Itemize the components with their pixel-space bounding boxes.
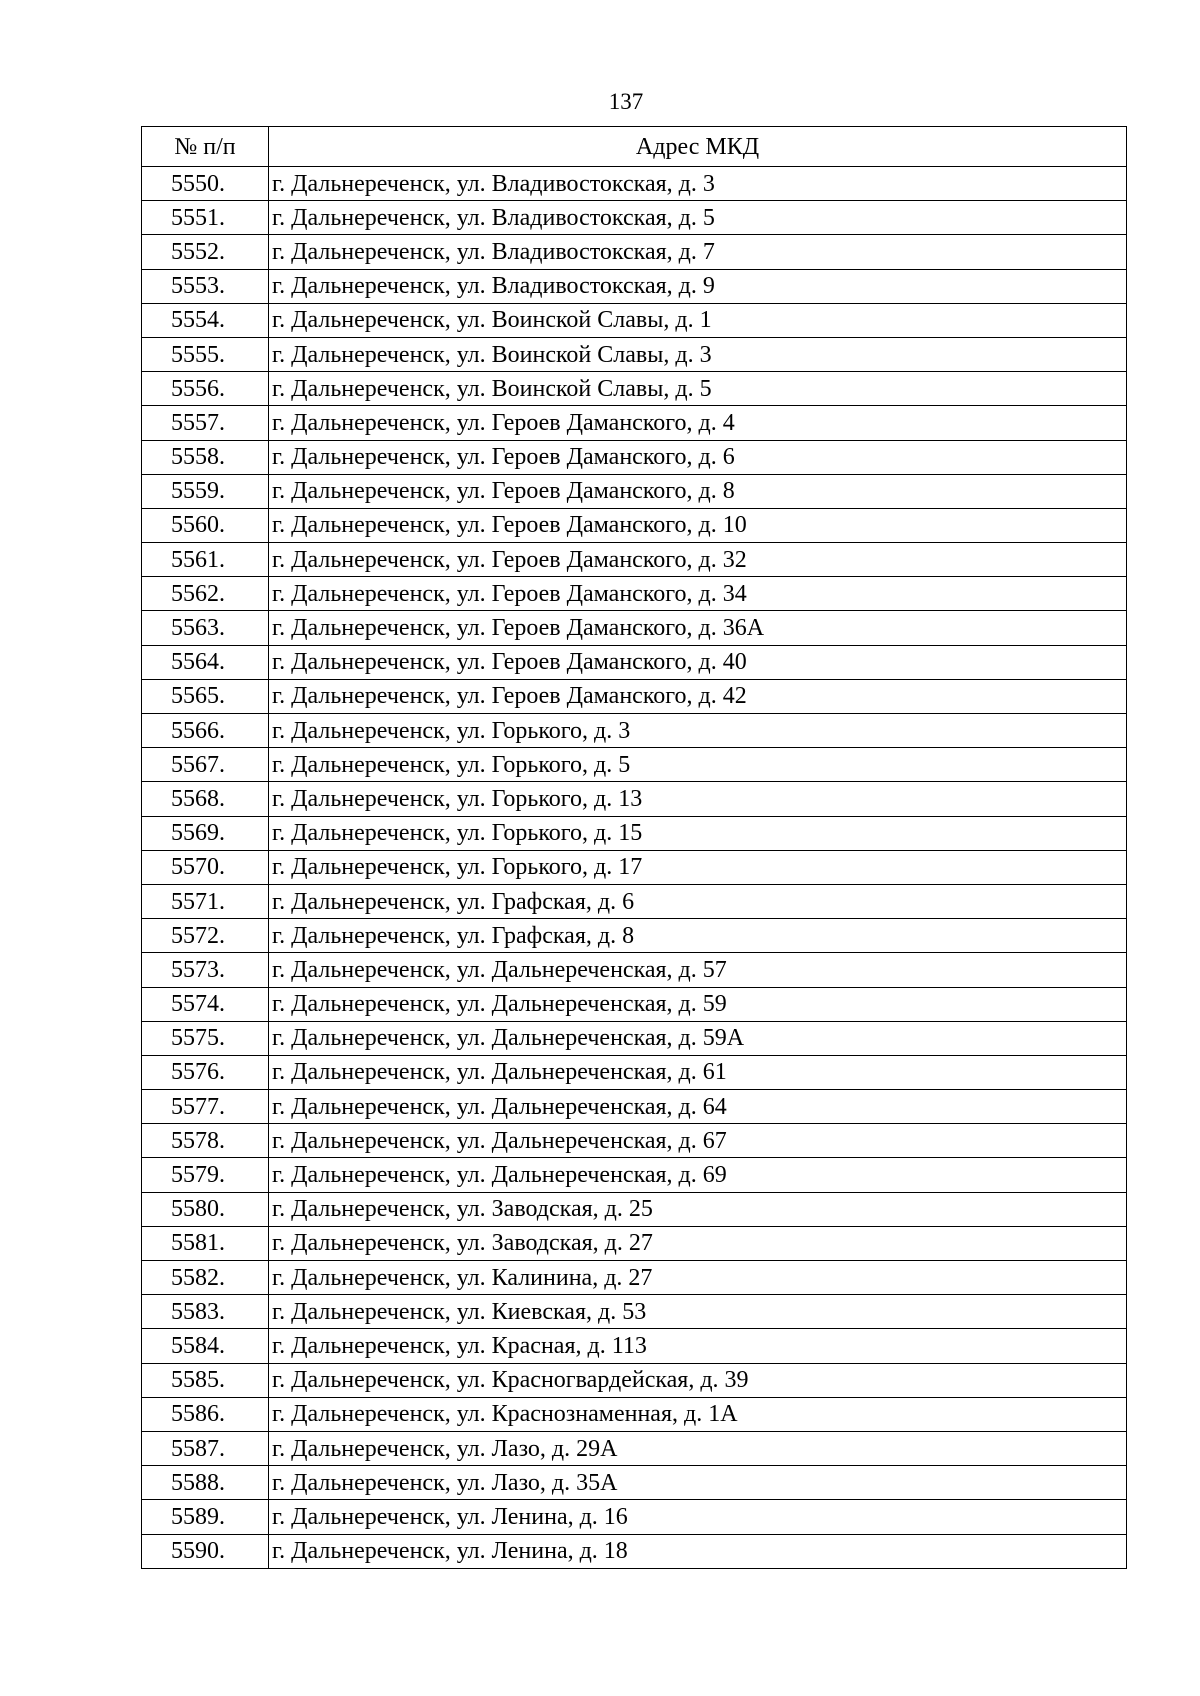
row-address: г. Дальнереченск, ул. Владивостокская, д. 5 (269, 201, 1127, 235)
row-address: г. Дальнереченск, ул. Героев Даманского, д. 8 (269, 474, 1127, 508)
row-number: 5554. (142, 303, 269, 337)
table-row (142, 1261, 1127, 1295)
table-row (142, 337, 1127, 371)
table-row (142, 748, 1127, 782)
table-row (142, 543, 1127, 577)
row-number: 5574. (142, 987, 269, 1021)
row-address: г. Дальнереченск, ул. Графская, д. 8 (269, 919, 1127, 953)
row-address: г. Дальнереченск, ул. Дальнереченская, д. 59А (269, 1021, 1127, 1055)
table-row (142, 201, 1127, 235)
row-number: 5556. (142, 372, 269, 406)
row-address: г. Дальнереченск, ул. Воинской Славы, д. 1 (269, 303, 1127, 337)
table-row (142, 679, 1127, 713)
row-number: 5583. (142, 1295, 269, 1329)
row-address: г. Дальнереченск, ул. Горького, д. 17 (269, 850, 1127, 884)
row-number: 5582. (142, 1261, 269, 1295)
row-number: 5587. (142, 1431, 269, 1465)
row-number: 5576. (142, 1055, 269, 1089)
row-number: 5580. (142, 1192, 269, 1226)
table-row (142, 919, 1127, 953)
table-row (142, 1329, 1127, 1363)
row-address: г. Дальнереченск, ул. Горького, д. 3 (269, 714, 1127, 748)
header-row (142, 127, 1127, 167)
row-address: г. Дальнереченск, ул. Героев Даманского, д. 34 (269, 577, 1127, 611)
row-address: г. Дальнереченск, ул. Героев Даманского, д. 6 (269, 440, 1127, 474)
row-number: 5557. (142, 406, 269, 440)
table-row (142, 1363, 1127, 1397)
row-number: 5570. (142, 850, 269, 884)
row-number: 5564. (142, 645, 269, 679)
table-row (142, 1124, 1127, 1158)
row-address: г. Дальнереченск, ул. Дальнереченская, д. 67 (269, 1124, 1127, 1158)
row-number: 5555. (142, 337, 269, 371)
row-address: г. Дальнереченск, ул. Дальнереченская, д. 57 (269, 953, 1127, 987)
table-row (142, 440, 1127, 474)
table-row (142, 782, 1127, 816)
row-address: г. Дальнереченск, ул. Ленина, д. 18 (269, 1534, 1127, 1568)
table-row (142, 1500, 1127, 1534)
row-address: г. Дальнереченск, ул. Владивостокская, д. 9 (269, 269, 1127, 303)
row-address: г. Дальнереченск, ул. Героев Даманского, д. 42 (269, 679, 1127, 713)
row-address: г. Дальнереченск, ул. Воинской Славы, д. 5 (269, 372, 1127, 406)
table-row (142, 1466, 1127, 1500)
row-address: г. Дальнереченск, ул. Горького, д. 15 (269, 816, 1127, 850)
table-row (142, 1534, 1127, 1568)
row-number: 5553. (142, 269, 269, 303)
table-row (142, 303, 1127, 337)
row-number: 5578. (142, 1124, 269, 1158)
table-row (142, 1226, 1127, 1260)
table-row (142, 474, 1127, 508)
table-row (142, 508, 1127, 542)
table-row (142, 269, 1127, 303)
row-address: г. Дальнереченск, ул. Краснознаменная, д. 1А (269, 1397, 1127, 1431)
row-number: 5552. (142, 235, 269, 269)
row-address: г. Дальнереченск, ул. Героев Даманского, д. 10 (269, 508, 1127, 542)
row-number: 5567. (142, 748, 269, 782)
table-row (142, 953, 1127, 987)
row-number: 5584. (142, 1329, 269, 1363)
row-number: 5571. (142, 884, 269, 918)
row-address: г. Дальнереченск, ул. Горького, д. 13 (269, 782, 1127, 816)
address-table (141, 126, 1127, 1569)
row-number: 5551. (142, 201, 269, 235)
header-address: Адрес МКД (269, 127, 1127, 167)
row-address: г. Дальнереченск, ул. Красногвардейская, д. 39 (269, 1363, 1127, 1397)
row-number: 5588. (142, 1466, 269, 1500)
row-address: г. Дальнереченск, ул. Заводская, д. 27 (269, 1226, 1127, 1260)
row-address: г. Дальнереченск, ул. Владивостокская, д. 7 (269, 235, 1127, 269)
table-row (142, 577, 1127, 611)
page-number: 137 (608, 89, 644, 114)
table-row (142, 884, 1127, 918)
row-number: 5550. (142, 167, 269, 201)
row-address: г. Дальнереченск, ул. Красная, д. 113 (269, 1329, 1127, 1363)
row-number: 5569. (142, 816, 269, 850)
table-row (142, 1055, 1127, 1089)
table-row (142, 167, 1127, 201)
row-address: г. Дальнереченск, ул. Владивостокская, д. 3 (269, 167, 1127, 201)
row-address: г. Дальнереченск, ул. Заводская, д. 25 (269, 1192, 1127, 1226)
row-number: 5558. (142, 440, 269, 474)
table-row (142, 1295, 1127, 1329)
row-number: 5577. (142, 1090, 269, 1124)
table-row (142, 714, 1127, 748)
row-address: г. Дальнереченск, ул. Дальнереченская, д. 61 (269, 1055, 1127, 1089)
row-address: г. Дальнереченск, ул. Горького, д. 5 (269, 748, 1127, 782)
row-address: г. Дальнереченск, ул. Дальнереченская, д. 64 (269, 1090, 1127, 1124)
row-number: 5573. (142, 953, 269, 987)
table-row (142, 611, 1127, 645)
header-number: № п/п (142, 127, 269, 167)
table-row (142, 1397, 1127, 1431)
row-number: 5586. (142, 1397, 269, 1431)
table-row (142, 1431, 1127, 1465)
row-number: 5562. (142, 577, 269, 611)
row-address: г. Дальнереченск, ул. Киевская, д. 53 (269, 1295, 1127, 1329)
row-number: 5559. (142, 474, 269, 508)
row-address: г. Дальнереченск, ул. Героев Даманского, д. 4 (269, 406, 1127, 440)
table-row (142, 1090, 1127, 1124)
table-row (142, 850, 1127, 884)
row-number: 5561. (142, 543, 269, 577)
row-number: 5581. (142, 1226, 269, 1260)
row-number: 5566. (142, 714, 269, 748)
row-address: г. Дальнереченск, ул. Героев Даманского, д. 32 (269, 543, 1127, 577)
row-address: г. Дальнереченск, ул. Дальнереченская, д. 59 (269, 987, 1127, 1021)
row-number: 5585. (142, 1363, 269, 1397)
row-number: 5579. (142, 1158, 269, 1192)
table-header (142, 127, 1127, 167)
row-address: г. Дальнереченск, ул. Воинской Славы, д. 3 (269, 337, 1127, 371)
row-number: 5563. (142, 611, 269, 645)
row-address: г. Дальнереченск, ул. Дальнереченская, д. 69 (269, 1158, 1127, 1192)
row-address: г. Дальнереченск, ул. Графская, д. 6 (269, 884, 1127, 918)
row-number: 5590. (142, 1534, 269, 1568)
table-row (142, 1192, 1127, 1226)
table-row (142, 645, 1127, 679)
row-number: 5572. (142, 919, 269, 953)
row-address: г. Дальнереченск, ул. Героев Даманского, д. 36А (269, 611, 1127, 645)
row-number: 5560. (142, 508, 269, 542)
row-address: г. Дальнереченск, ул. Героев Даманского, д. 40 (269, 645, 1127, 679)
row-address: г. Дальнереченск, ул. Лазо, д. 35А (269, 1466, 1127, 1500)
row-address: г. Дальнереченск, ул. Ленина, д. 16 (269, 1500, 1127, 1534)
table-row (142, 1158, 1127, 1192)
row-number: 5565. (142, 679, 269, 713)
table-row (142, 816, 1127, 850)
row-number: 5568. (142, 782, 269, 816)
table-body (142, 167, 1127, 1569)
table-row (142, 406, 1127, 440)
row-address: г. Дальнереченск, ул. Лазо, д. 29А (269, 1431, 1127, 1465)
table-row (142, 235, 1127, 269)
row-address: г. Дальнереченск, ул. Калинина, д. 27 (269, 1261, 1127, 1295)
table-row (142, 372, 1127, 406)
table-row (142, 987, 1127, 1021)
table-row (142, 1021, 1127, 1055)
row-number: 5589. (142, 1500, 269, 1534)
row-number: 5575. (142, 1021, 269, 1055)
